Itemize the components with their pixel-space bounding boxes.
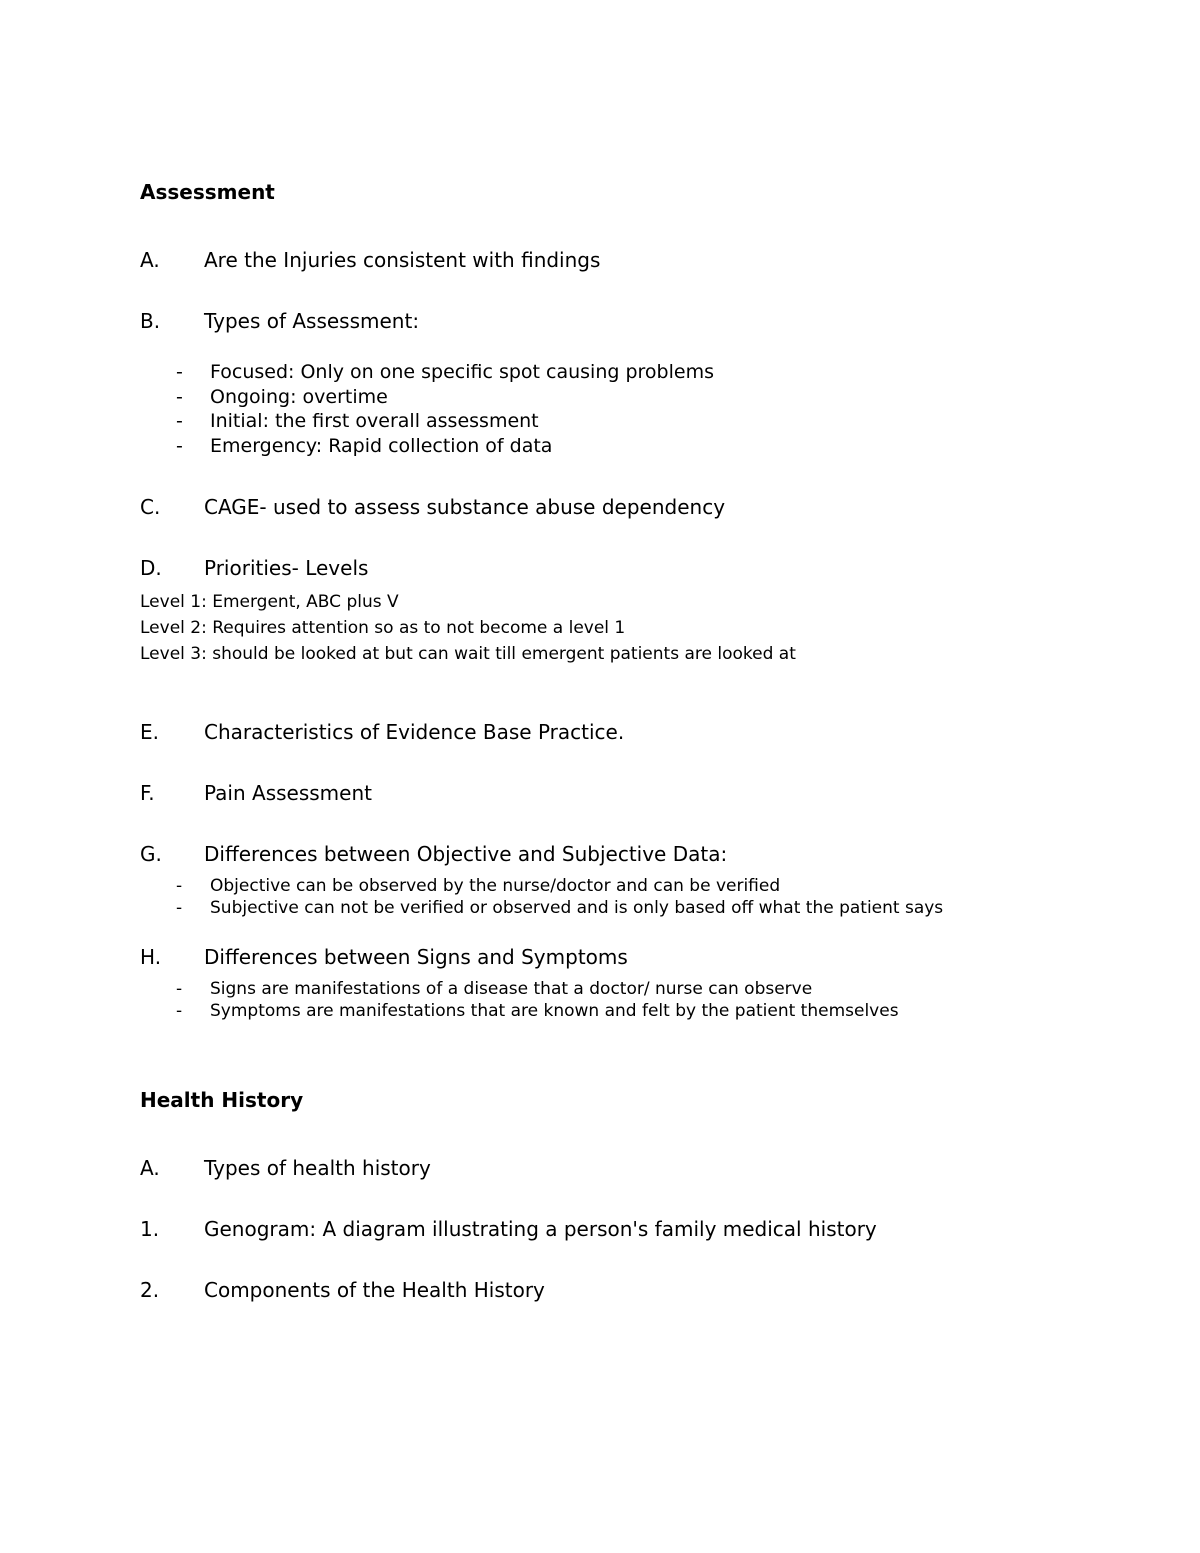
outline-label: A. [140,248,160,272]
list-item-label: Subjective can not be verified or observed and is only based off what the patient says [210,897,944,918]
outline-item [140,556,1060,581]
list-item-label: Symptoms are manifestations that are known and felt by the patient themselves [210,1001,899,1022]
list-item-label: Initial: the first overall assessment [210,410,539,433]
list-item [140,409,1060,434]
list-item [140,978,1060,1000]
bullet-dash-icon: - [176,897,183,918]
outline-label: C. [140,494,161,519]
outline-label: F. [140,780,155,805]
section-heading-health-history: Health History [140,1088,304,1113]
bullet-dash-icon: - [176,361,183,383]
bullet-dash-icon: - [176,875,183,896]
outline-text: Pain Assessment [204,780,372,805]
outline-text: Differences between Objective and Subjective Data: [204,841,728,866]
outline-item [140,248,1060,273]
bullet-dash-icon: - [176,1001,183,1022]
outline-label: A. [140,1156,160,1181]
outline-label: E. [140,719,159,744]
list-item [140,1000,1060,1022]
list-item-label: Emergency: Rapid collection of data [210,435,553,458]
types-of-assessment-list [140,360,1060,459]
outline-item [140,495,1060,520]
outline-text: Priorities- Levels [204,555,369,580]
outline-item [140,1278,1060,1303]
document-body [140,180,1060,1303]
outline-text: Characteristics of Evidence Base Practice. [204,719,625,744]
outline-text: CAGE- used to assess substance abuse dependency [204,494,726,519]
list-item-label: Signs are manifestations of a disease that a doctor/ nurse can observe [210,978,813,999]
bullet-dash-icon: - [176,978,183,999]
list-item [140,360,1060,385]
list-item [140,385,1060,410]
signs-symptoms-list [140,978,1060,1022]
outline-item [140,720,1060,745]
priority-level-line: Level 3: should be looked at but can wait till emergent patients are looked at [140,644,796,665]
priority-levels-list [140,589,1060,668]
list-item-label: Objective can be observed by the nurse/doctor and can be verified [210,875,781,896]
outline-label: 2. [140,1278,160,1303]
priority-level-line: Level 2: Requires attention so as to not become a level 1 [140,618,626,639]
bullet-dash-icon: - [176,410,183,433]
list-item-label: Ongoing: overtime [210,385,388,408]
outline-label: 1. [140,1217,160,1242]
outline-text: Components of the Health History [204,1278,545,1303]
priority-level-line: Level 1: Emergent, ABC plus V [140,591,399,612]
objective-subjective-list [140,875,1060,919]
list-item [140,897,1060,919]
outline-item [140,781,1060,806]
outline-item [140,1156,1060,1181]
outline-text: Are the Injuries consistent with findings [204,248,601,272]
list-item-label: Focused: Only on one specific spot causing problems [210,361,714,383]
outline-text: Differences between Signs and Symptoms [204,944,628,969]
outline-text: Types of health history [204,1156,431,1181]
list-item [140,434,1060,459]
bullet-dash-icon: - [176,435,183,458]
section-heading-assessment: Assessment [140,180,275,204]
outline-item [140,309,1060,334]
outline-label: H. [140,944,162,969]
outline-label: D. [140,555,162,580]
outline-label: B. [140,309,161,333]
outline-text: Genogram: A diagram illustrating a person's family medical history [204,1217,877,1242]
bullet-dash-icon: - [176,385,183,408]
outline-label: G. [140,841,162,866]
outline-item [140,945,1060,970]
outline-item [140,1217,1060,1242]
outline-item [140,842,1060,867]
list-item [140,875,1060,897]
outline-text: Types of Assessment: [204,309,420,333]
